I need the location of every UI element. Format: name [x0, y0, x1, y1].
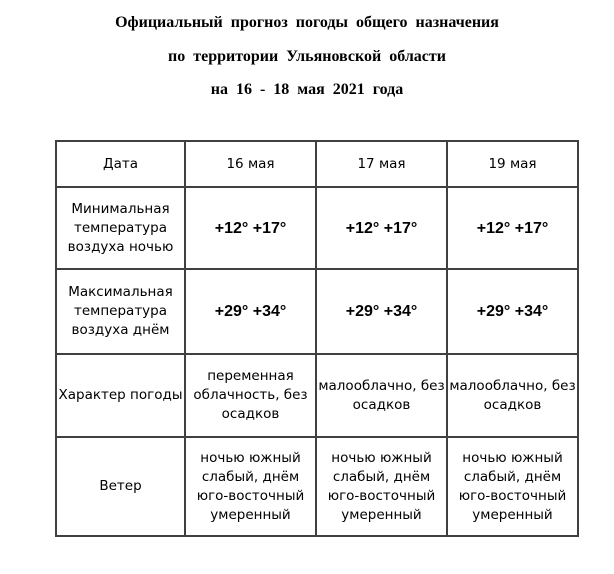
weather-cell: малооблачно, без осадков — [447, 354, 578, 437]
table-row-date — [56, 141, 578, 187]
date-cell: 16 мая — [185, 141, 316, 187]
forecast-table — [55, 140, 579, 537]
row-header-min-temp — [56, 187, 185, 269]
weather-cell: малооблачно, без осадков — [316, 354, 447, 437]
max-temp-cell: +29° +34° — [185, 269, 316, 354]
wind-cell: ночью южный слабый, днём юго-восточный умеренный — [447, 437, 578, 536]
row-header-wind: Ветер — [56, 437, 185, 536]
min-temp-cell: +12° +17° — [316, 187, 447, 269]
wind-cell: ночью южный слабый, днём юго-восточный умеренный — [185, 437, 316, 536]
date-cell: 19 мая — [447, 141, 578, 187]
max-temp-cell: +29° +34° — [316, 269, 447, 354]
row-header-max-temp — [56, 269, 185, 354]
row-header-weather: Характер погоды — [56, 354, 185, 437]
table-row-max-temp — [56, 269, 578, 354]
row-header-date: Дата — [56, 141, 185, 187]
table-row-min-temp — [56, 187, 578, 269]
document-title-line-2: по территории Ульяновской области — [168, 48, 446, 65]
max-temp-cell: +29° +34° — [447, 269, 578, 354]
document-title-line-1: Официальный прогноз погоды общего назначения — [115, 14, 499, 31]
table-row-weather — [56, 354, 578, 437]
min-temp-label: Минимальная температура воздуха ночью — [67, 200, 174, 255]
date-cell: 17 мая — [316, 141, 447, 187]
max-temp-label: Максимальная температура воздуха днём — [68, 284, 173, 338]
wind-cell: ночью южный слабый, днём юго-восточный умеренный — [316, 437, 447, 536]
table-row-wind — [56, 437, 578, 536]
min-temp-cell: +12° +17° — [447, 187, 578, 269]
min-temp-cell: +12° +17° — [185, 187, 316, 269]
document-title-line-3: на 16 - 18 мая 2021 года — [210, 81, 404, 98]
weather-cell: переменная облачность, без осадков — [185, 354, 316, 437]
